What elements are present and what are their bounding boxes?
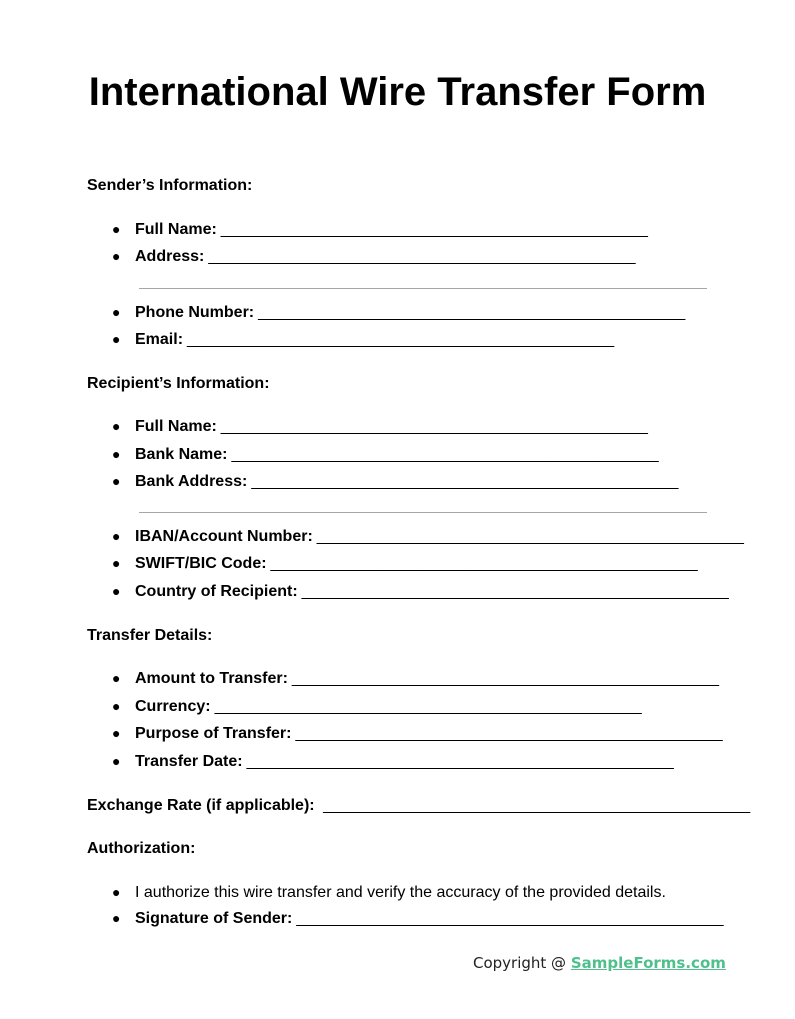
authorization-statement: I authorize this wire transfer and verify the accuracy of the provided details.: [135, 884, 666, 901]
recipient-swift-field[interactable]: [112, 555, 698, 573]
exchange-rate-field[interactable]: [87, 797, 751, 815]
bullet-icon: ●: [112, 528, 121, 544]
transfer-currency-blank[interactable]: ________________________________________________: [214, 698, 642, 715]
bullet-icon: ●: [112, 446, 121, 462]
recipient-swift-label: SWIFT/BIC Code:: [135, 555, 267, 572]
bullet-icon: ●: [112, 304, 121, 320]
copyright-notice: [473, 954, 726, 972]
bullet-icon: ●: [112, 248, 121, 264]
sender-email-field[interactable]: [112, 331, 623, 349]
sender-full-name-label: Full Name:: [135, 221, 217, 238]
bullet-icon: ●: [112, 884, 121, 900]
recipient-iban-field[interactable]: [112, 528, 744, 546]
recipient-country-label: Country of Recipient:: [135, 583, 298, 600]
transfer-currency-label: Currency:: [135, 698, 211, 715]
bullet-icon: ●: [112, 753, 121, 769]
bullet-icon: ●: [112, 725, 121, 741]
recipient-iban-blank[interactable]: ________________________________________________: [316, 528, 744, 545]
recipient-bank-address-extra-line[interactable]: [139, 512, 707, 513]
transfer-date-label: Transfer Date:: [135, 753, 243, 770]
transfer-section-heading: Transfer Details:: [87, 627, 213, 644]
recipient-iban-label: IBAN/Account Number:: [135, 528, 313, 545]
bullet-icon: ●: [112, 910, 121, 926]
recipient-full-name-blank[interactable]: ________________________________________________: [220, 418, 648, 435]
exchange-rate-blank[interactable]: ________________________________________________: [323, 797, 751, 814]
bullet-icon: ●: [112, 473, 121, 489]
sender-full-name-blank[interactable]: ________________________________________________: [220, 221, 648, 238]
sender-full-name-field[interactable]: [112, 221, 648, 239]
sender-section-heading: Sender’s Information:: [87, 177, 253, 194]
sender-address-extra-line[interactable]: [139, 288, 707, 289]
bullet-icon: ●: [112, 221, 121, 237]
sender-phone-label: Phone Number:: [135, 304, 255, 321]
sender-email-blank[interactable]: ________________________________________________: [187, 331, 615, 348]
page-title: International Wire Transfer Form: [88, 70, 707, 114]
sender-email-label: Email:: [135, 331, 184, 348]
recipient-bank-name-blank[interactable]: ________________________________________________: [231, 446, 659, 463]
recipient-section-heading: Recipient’s Information:: [87, 375, 270, 392]
recipient-bank-address-label: Bank Address:: [135, 473, 248, 490]
authorization-section-heading: Authorization:: [87, 840, 196, 857]
copyright-prefix: Copyright @: [473, 954, 571, 972]
authorization-statement-item: [112, 884, 666, 902]
transfer-amount-field[interactable]: [112, 670, 720, 688]
recipient-bank-address-blank[interactable]: ________________________________________________: [251, 473, 679, 490]
transfer-date-field[interactable]: [112, 753, 674, 771]
signature-blank[interactable]: ________________________________________________: [296, 910, 724, 927]
transfer-date-blank[interactable]: ________________________________________________: [246, 753, 674, 770]
bullet-icon: ●: [112, 331, 121, 347]
sender-phone-field[interactable]: [112, 304, 686, 322]
bullet-icon: ●: [112, 670, 121, 686]
signature-field[interactable]: [112, 910, 724, 928]
bullet-icon: ●: [112, 583, 121, 599]
recipient-full-name-label: Full Name:: [135, 418, 217, 435]
recipient-bank-name-field[interactable]: [112, 446, 659, 464]
sender-phone-blank[interactable]: ________________________________________________: [258, 304, 686, 321]
transfer-purpose-field[interactable]: [112, 725, 723, 743]
transfer-purpose-label: Purpose of Transfer:: [135, 725, 292, 742]
recipient-country-blank[interactable]: ________________________________________________: [301, 583, 729, 600]
transfer-amount-label: Amount to Transfer:: [135, 670, 288, 687]
recipient-bank-name-label: Bank Name:: [135, 446, 228, 463]
transfer-amount-blank[interactable]: ________________________________________________: [291, 670, 720, 687]
brand-link[interactable]: SampleForms.com: [570, 954, 726, 972]
transfer-currency-field[interactable]: [112, 698, 642, 716]
bullet-icon: ●: [112, 698, 121, 714]
recipient-country-field[interactable]: [112, 583, 729, 601]
sender-address-blank[interactable]: ________________________________________________: [208, 248, 636, 265]
recipient-bank-address-field[interactable]: [112, 473, 679, 491]
bullet-icon: ●: [112, 555, 121, 571]
recipient-swift-blank[interactable]: ________________________________________________: [270, 555, 698, 572]
transfer-purpose-blank[interactable]: ________________________________________________: [295, 725, 723, 742]
recipient-full-name-field[interactable]: [112, 418, 648, 436]
sender-address-field[interactable]: [112, 248, 636, 266]
exchange-rate-label: Exchange Rate (if applicable):: [87, 797, 315, 814]
sender-address-label: Address:: [135, 248, 205, 265]
bullet-icon: ●: [112, 418, 121, 434]
signature-label: Signature of Sender:: [135, 910, 293, 927]
